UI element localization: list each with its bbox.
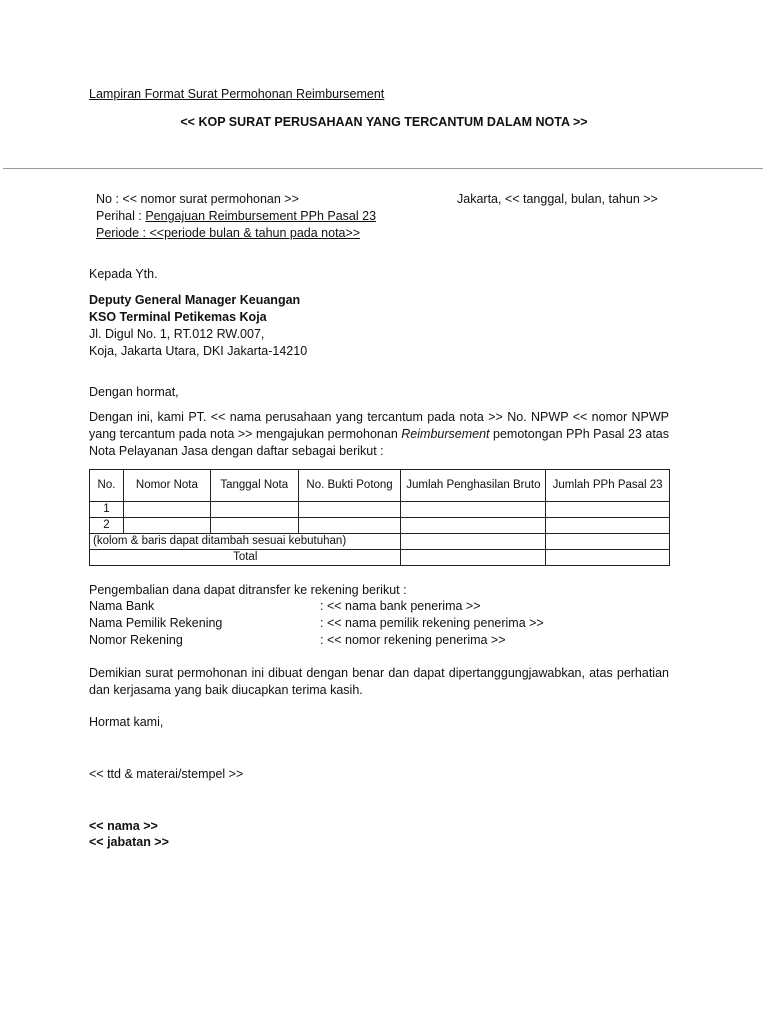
letter-number: No : << nomor surat permohonan >> [96, 192, 299, 206]
table-note: (kolom & baris dapat ditambah sesuai kebutuhan) [90, 534, 401, 550]
recipient-greeting: Kepada Yth. [89, 267, 158, 281]
table-header-row [90, 470, 670, 502]
table-total-row [90, 550, 670, 566]
table-total-label: Total [90, 550, 401, 566]
transfer-value-account: : << nomor rekening penerima >> [320, 633, 506, 647]
table-cell [401, 550, 546, 566]
period-line: Periode : <<periode bulan & tahun pada nota>> [96, 226, 361, 240]
letterhead-placeholder: << KOP SURAT PERUSAHAAN YANG TERCANTUM DALAM NOTA >> [180, 115, 588, 129]
table-cell: 2 [90, 518, 124, 534]
intro-italic: Reimbursement [401, 427, 490, 441]
transfer-intro: Pengembalian dana dapat ditransfer ke rekening berikut : [89, 583, 407, 597]
signer-title: << jabatan >> [89, 835, 169, 849]
attachment-title: Lampiran Format Surat Permohonan Reimbursement [89, 87, 385, 101]
recipient-org: KSO Terminal Petikemas Koja [89, 310, 267, 324]
regards: Hormat kami, [89, 715, 164, 729]
place-date: Jakarta, << tanggal, bulan, tahun >> [457, 192, 658, 206]
intro-part-2: pemotongan PPh Pasal 23 atas Nota Pelayanan Jasa dengan daftar sebagai berikut : [89, 427, 669, 458]
signer-name: << nama >> [89, 819, 158, 833]
intro-paragraph [89, 409, 669, 460]
table-cell [401, 518, 546, 534]
salutation: Dengan hormat, [89, 385, 179, 399]
column-header: Nomor Nota [123, 470, 210, 502]
column-header: No. Bukti Potong [298, 470, 401, 502]
transfer-label-owner: Nama Pemilik Rekening [89, 616, 223, 630]
table-cell [123, 502, 210, 518]
table-row [90, 502, 670, 518]
table-row [90, 518, 670, 534]
recipient-address-2: Koja, Jakarta Utara, DKI Jakarta-14210 [89, 344, 308, 358]
signature-placeholder: << ttd & materai/stempel >> [89, 767, 244, 781]
table-cell [546, 550, 670, 566]
subject-value: Pengajuan Reimbursement PPh Pasal 23 [145, 209, 377, 223]
column-header: No. [90, 470, 124, 502]
table-cell [298, 518, 401, 534]
table-cell [401, 502, 546, 518]
letterhead-divider [3, 168, 763, 169]
intro-part-1: Dengan ini, kami PT. << nama perusahaan yang tercantum pada nota >> No. NPWP << nomor NPWP yang tercantum pada nota >> mengajukan permohonan [89, 410, 669, 441]
column-header: Jumlah Penghasilan Bruto [401, 470, 546, 502]
subject-line [96, 208, 376, 225]
reimbursement-table [89, 469, 670, 566]
column-header: Jumlah PPh Pasal 23 [546, 470, 670, 502]
transfer-label-bank: Nama Bank [89, 599, 155, 613]
table-cell [546, 518, 670, 534]
transfer-value-bank: : << nama bank penerima >> [320, 599, 481, 613]
transfer-value-owner: : << nama pemilik rekening penerima >> [320, 616, 544, 630]
table-cell [546, 502, 670, 518]
table-cell [401, 534, 546, 550]
transfer-label-account: Nomor Rekening [89, 633, 183, 647]
table-cell: 1 [90, 502, 124, 518]
table-cell [546, 534, 670, 550]
table-note-row [90, 534, 670, 550]
column-header: Tanggal Nota [210, 470, 298, 502]
subject-label: Perihal : [96, 209, 146, 223]
table-cell [123, 518, 210, 534]
recipient-address-1: Jl. Digul No. 1, RT.012 RW.007, [89, 327, 265, 341]
table-cell [210, 518, 298, 534]
recipient-name: Deputy General Manager Keuangan [89, 293, 301, 307]
table-cell [298, 502, 401, 518]
table-cell [210, 502, 298, 518]
closing-paragraph: Demikian surat permohonan ini dibuat dengan benar dan dapat dipertanggungjawabkan, atas perhatian dan kerjasama yang baik diucapkan terima kasih. [89, 666, 669, 697]
